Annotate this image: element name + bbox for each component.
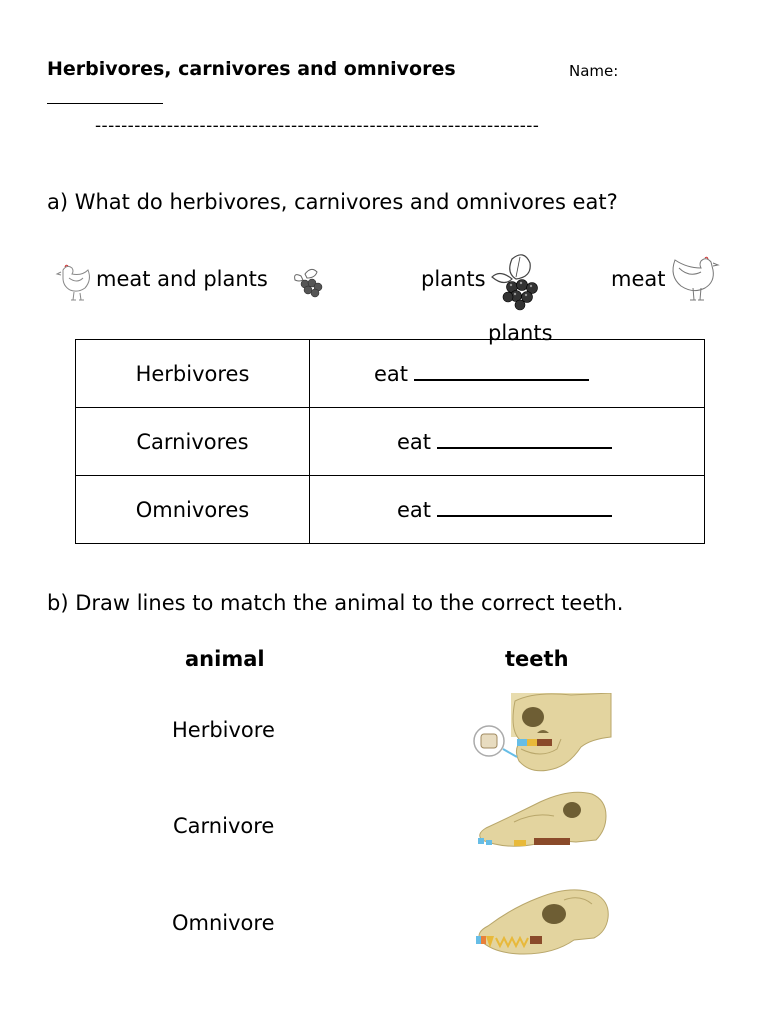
table-cell-eat[interactable] [310,408,705,476]
blackberry-icon [291,266,327,300]
answer-blank[interactable] [414,361,589,381]
answer-blank[interactable] [437,429,612,449]
table-row [76,340,705,408]
word-plants-2: plants [488,321,553,345]
match-animal-omnivore[interactable]: Omnivore [172,911,275,935]
eat-label: eat [397,498,432,522]
skull-icon[interactable] [474,788,610,858]
blackberry-icon [486,251,548,313]
skull-icon[interactable] [474,886,612,962]
table-cell-eat[interactable] [310,340,705,408]
name-input-line[interactable] [47,103,163,104]
table-cell-animal: Carnivores [76,408,310,476]
worksheet-title: Herbivores, carnivores and omnivores [47,58,456,80]
chicken-icon [55,258,101,304]
word-plants: plants [421,267,486,291]
chicken-icon [663,252,721,308]
match-animal-herbivore[interactable]: Herbivore [172,718,275,742]
skull-icon[interactable] [471,693,613,775]
table-cell-animal: Omnivores [76,476,310,544]
column-header-teeth: teeth [505,647,569,671]
answer-blank[interactable] [437,497,612,517]
eat-label: eat [374,362,409,386]
word-meat-and-plants: meat and plants [96,267,268,291]
eat-table [75,339,705,544]
column-header-animal: animal [185,647,265,671]
question-b: b) Draw lines to match the animal to the correct teeth. [47,591,624,615]
question-a: a) What do herbivores, carnivores and omnivores eat? [47,190,618,214]
eat-label: eat [397,430,432,454]
name-label: Name: [569,62,619,80]
separator-line: -------------------------------------------------------------------- [95,116,540,136]
table-cell-eat[interactable] [310,476,705,544]
word-meat: meat [611,267,666,291]
match-animal-carnivore[interactable]: Carnivore [173,814,275,838]
table-row [76,408,705,476]
table-cell-animal: Herbivores [76,340,310,408]
table-row [76,476,705,544]
